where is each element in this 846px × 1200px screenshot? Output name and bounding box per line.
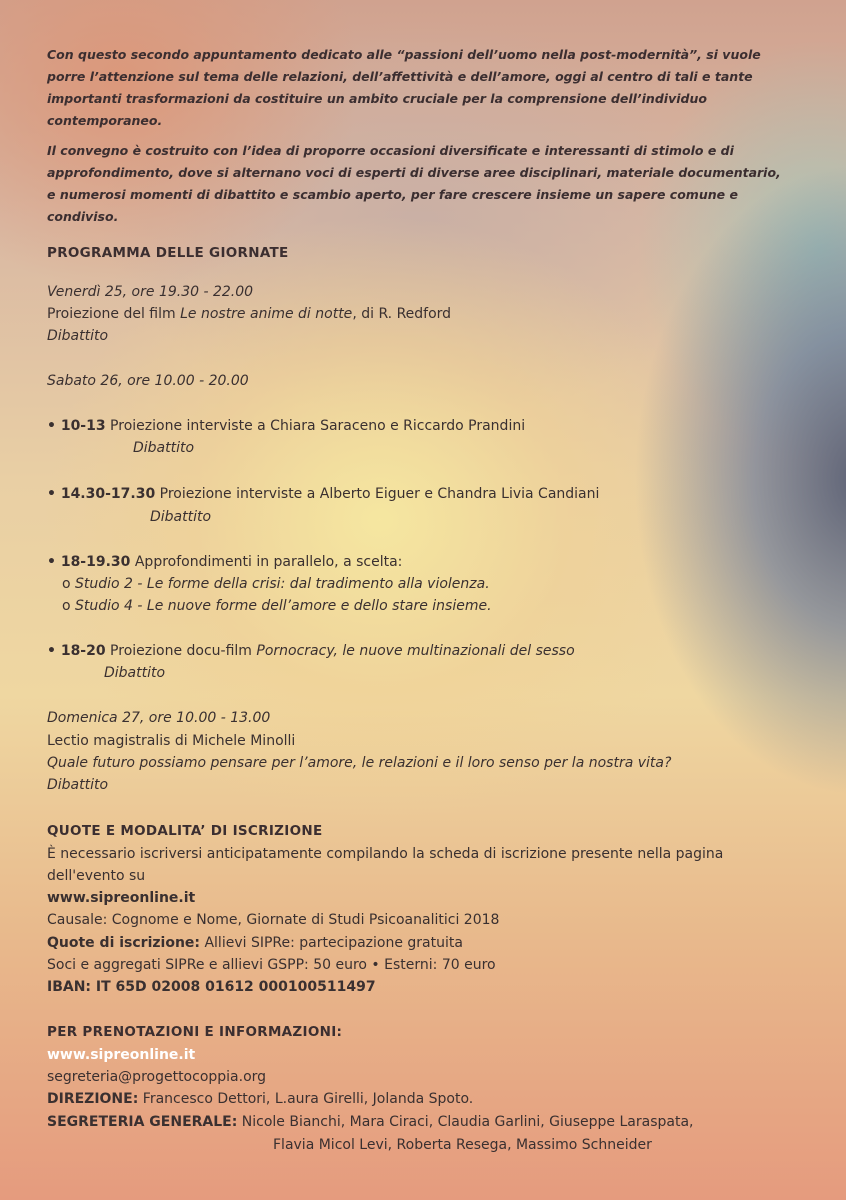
- intro-p1-line3: importanti trasformazioni da costituire un ambito cruciale per la comprensione dell’individuo: [47, 91, 707, 106]
- session-3-time: • 18-19.30: [47, 554, 131, 570]
- intro-p2-line4: condiviso.: [47, 209, 119, 224]
- option-2-bullet: o: [62, 598, 76, 614]
- session-2-debate: Dibattito: [150, 509, 212, 525]
- segreteria-value: Nicole Bianchi, Mara Ciraci, Claudia Garlini, Giuseppe Laraspata,: [237, 1114, 694, 1130]
- session-1-text: Proiezione interviste a Chiara Saraceno e Riccardo Prandini: [105, 418, 526, 434]
- friday-film-pre: Proiezione del film: [47, 306, 181, 322]
- session-4-debate: Dibattito: [104, 665, 166, 681]
- quote-line-2: dell'evento su: [47, 868, 146, 884]
- option-1-studio: Studio 2: [75, 576, 133, 592]
- saturday-session-3: [47, 551, 402, 573]
- session-3-option-1: [62, 573, 490, 595]
- quote-fees-value: Allievi SIPRe: partecipazione gratuita: [200, 935, 463, 951]
- session-3-text: Approfondimenti in parallelo, a scelta:: [130, 554, 403, 570]
- sunday-lectio: Lectio magistralis di Michele Minolli: [47, 733, 296, 749]
- saturday-session-1: [47, 415, 525, 437]
- sunday-question: Quale futuro possiamo pensare per l’amore, le relazioni e il loro senso per la nostra vita?: [47, 755, 672, 771]
- contacts-website-link[interactable]: www.sipreonline.it: [47, 1047, 196, 1063]
- session-4-film: Pornocracy, le nuove multinazionali del sesso: [256, 643, 575, 659]
- quote-causale: Causale: Cognome e Nome, Giornate di Studi Psicoanalitici 2018: [47, 912, 500, 928]
- intro-p1-line2: porre l’attenzione sul tema delle relazioni, dell’affettività e dell’amore, oggi al centro di tali e tante: [47, 69, 753, 84]
- session-2-text: Proiezione interviste a Alberto Eiguer e Chandra Livia Candiani: [155, 486, 600, 502]
- segreteria-label: SEGRETERIA GENERALE:: [47, 1114, 238, 1130]
- saturday-date: Sabato 26, ore 10.00 - 20.00: [47, 373, 249, 389]
- intro-p2-line2: approfondimento, dove si alternano voci di esperti di diverse aree disciplinari, materiale documentario,: [47, 165, 781, 180]
- friday-debate: Dibattito: [47, 328, 109, 344]
- contacts-direzione: [47, 1088, 473, 1110]
- quote-website-link[interactable]: www.sipreonline.it: [47, 890, 196, 906]
- contacts-heading: PER PRENOTAZIONI E INFORMAZIONI:: [47, 1024, 343, 1040]
- intro-p2-line1: Il convegno è costruito con l’idea di proporre occasioni diversificate e interessanti di stimolo e di: [47, 143, 734, 158]
- quote-iban: IBAN: IT 65D 02008 01612 000100511497: [47, 979, 376, 995]
- friday-film-title: Le nostre anime di notte: [180, 306, 353, 322]
- quote-soci: Soci e aggregati SIPRe e allievi GSPP: 50 euro • Esterni: 70 euro: [47, 957, 496, 973]
- session-4-time: • 18-20: [47, 643, 106, 659]
- intro-p2-line3: e numerosi momenti di dibattito e scambio aperto, per fare crescere insieme un sapere comune e: [47, 187, 738, 202]
- sunday-debate: Dibattito: [47, 777, 109, 793]
- session-2-time: • 14.30-17.30: [47, 486, 156, 502]
- friday-date: Venerdì 25, ore 19.30 - 22.00: [47, 284, 254, 300]
- program-heading: PROGRAMMA DELLE GIORNATE: [47, 245, 289, 261]
- quote-fees-label: Quote di iscrizione:: [47, 935, 201, 951]
- option-1-text: - Le forme della crisi: dal tradimento alla violenza.: [132, 576, 490, 592]
- direzione-label: DIREZIONE:: [47, 1091, 139, 1107]
- session-3-option-2: [62, 595, 492, 617]
- session-1-time: • 10-13: [47, 418, 106, 434]
- saturday-session-2: [47, 483, 599, 505]
- quote-fees: [47, 932, 463, 954]
- quote-line-1: È necessario iscriversi anticipatamente compilando la scheda di iscrizione presente nella pagina: [47, 846, 724, 862]
- contacts-email-link[interactable]: segreteria@progettocoppia.org: [47, 1069, 267, 1085]
- option-2-text: - Le nuove forme dell’amore e dello stare insieme.: [132, 598, 492, 614]
- session-1-debate: Dibattito: [133, 440, 195, 456]
- option-1-bullet: o: [62, 576, 76, 592]
- quote-heading: QUOTE E MODALITA’ DI ISCRIZIONE: [47, 823, 323, 839]
- option-2-studio: Studio 4: [75, 598, 133, 614]
- intro-p1-line1: Con questo secondo appuntamento dedicato alle “passioni dell’uomo nella post-modernità”, si vuole: [47, 47, 761, 62]
- contacts-segreteria: [47, 1111, 694, 1133]
- session-4-text: Proiezione docu-film: [105, 643, 257, 659]
- saturday-session-4: [47, 640, 575, 662]
- direzione-value: Francesco Dettori, L.aura Girelli, Jolanda Spoto.: [138, 1091, 474, 1107]
- contacts-segreteria-line2: Flavia Micol Levi, Roberta Resega, Massimo Schneider: [273, 1137, 652, 1153]
- sunday-date: Domenica 27, ore 10.00 - 13.00: [47, 710, 271, 726]
- intro-p1-line4: contemporaneo.: [47, 113, 163, 128]
- friday-film-line: [47, 303, 451, 325]
- friday-film-post: , di R. Redford: [352, 306, 452, 322]
